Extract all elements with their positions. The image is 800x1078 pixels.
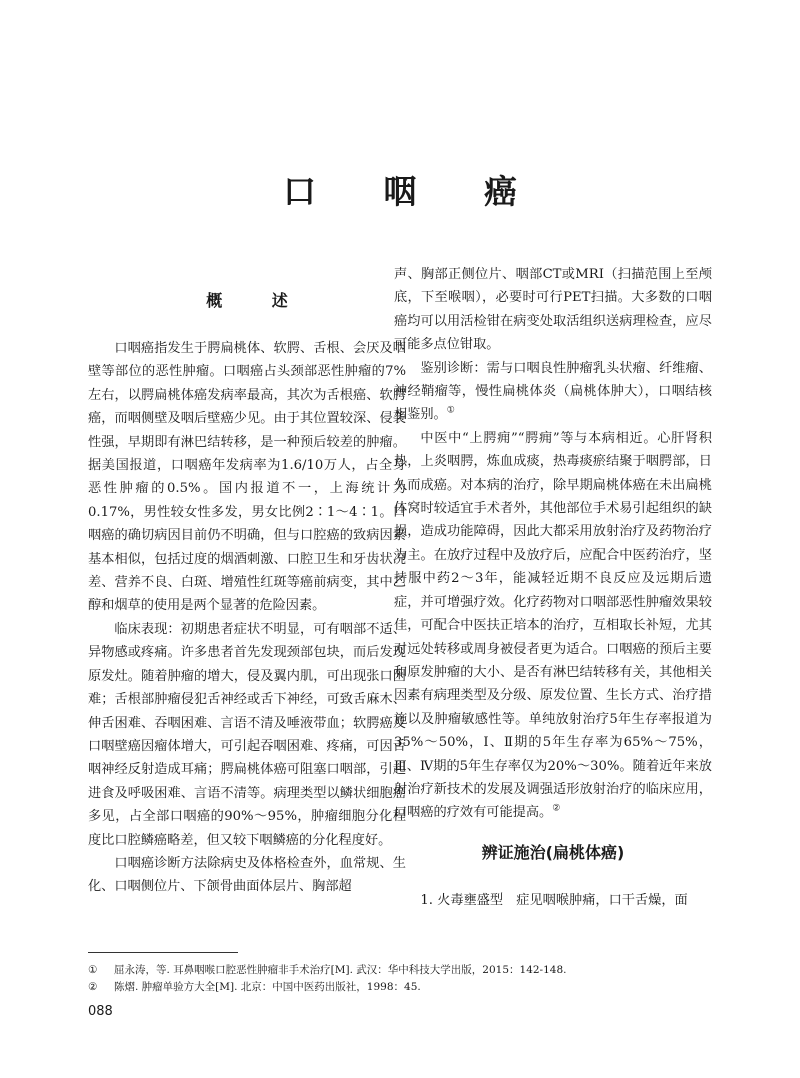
left-column — [88, 263, 406, 899]
paragraph-diagnosis: 口咽癌诊断方法除病史及体格检查外，血常规、生化、口咽侧位片、下颌骨曲面体层片、胸部超 — [88, 855, 406, 895]
paragraph-differential — [394, 357, 712, 427]
tcm-text: 中医中“上腭痈”“腭痈”等与本病相近。心肝肾积热，上炎咽腭，炼血成痰，热毒痰瘀结聚于咽腭部，日久而成癌。对本病的治疗，除早期扁桃体癌在未出扁桃体窝时较适宜手术者外，其他部位手术易引起组织的缺损，造成功能障碍，因此大都采用放射治疗及药物治疗为主。在放疗过程中及放疗后，应配合中医药治疗，坚持服中药2～3年，能减轻近期不良反应及远期后遗症，并可增强疗效。化疗药物对口咽部恶性肿瘤效果较佳，可配合中医扶正培本的治疗，互相取长补短，尤其对远处转移或周身被侵者更为适合。口咽癌的预后主要和原发肿瘤的大小、是否有淋巴结转移有关，其他相关因素有病理类型及分级、原发位置、生长方式、治疗措施以及肿瘤敏感性等。单纯放射治疗5年生存率报道为35%～50%，Ⅰ、Ⅱ期的5年生存率为65%～75%，Ⅲ、Ⅳ期的5年生存率仅为20%～30%。随着近年来放射治疗新技术的发展及调强适形放射治疗的临床应用，口咽癌的疗效有可能提高。 — [394, 430, 712, 821]
page-title: 口 咽 癌 — [283, 172, 545, 211]
footnote-ref-2[interactable]: ② — [552, 803, 561, 814]
right-column — [394, 263, 712, 912]
section-heading-syndrome: 辨证施治(扁桃体癌) — [481, 842, 625, 862]
footnote-mark: ① — [88, 964, 98, 976]
paragraph-tcm — [394, 427, 712, 825]
footnote-divider — [88, 952, 238, 953]
footnote-item — [88, 979, 708, 996]
paragraph-intro: 口咽癌指发生于腭扁桃体、软腭、舌根、会厌及咽壁等部位的恶性肿瘤。口咽癌占头颈部恶性肿瘤的7%左右，以腭扁桃体癌发病率最高，其次为舌根癌、软腭癌，而咽侧壁及咽后壁癌少见。由于其位置较深、侵袭性强，早期即有淋巴结转移，是一种预后较差的肿瘤。据美国报道，口咽癌年发病率为1.6/10万人，占全身恶性肿瘤的0.5%。国内报道不一，上海统计为0.17%，男性较女性多发，男女比例2∶1～4∶1。口咽癌的确切病因目前仍不明确，但与口腔癌的致病因素基本相似，包括过度的烟酒刺激、口腔卫生和牙齿状况差、营养不良、白斑、增殖性红斑等癌前病变，其中乙醇和烟草的使用是两个显著的危险因素。 — [88, 341, 406, 614]
paragraph-diagnosis-cont: 声、胸部正侧位片、咽部CT或MRI（扫描范围上至颅底，下至喉咽），必要时可行PET扫描。大多数的口咽癌均可以用活检钳在病变处取活组织送病理检查，应尽可能多点位钳取。 — [394, 267, 712, 353]
footnote-text: 屈永涛，等. 耳鼻咽喉口腔恶性肿瘤非手术治疗[M]. 武汉：华中科技大学出版，2015：142-148. — [114, 964, 567, 976]
paragraph-type-1: 1. 火毒壅盛型 症见咽喉肿痛，口干舌燥，面 — [420, 892, 688, 908]
page-number: 088 — [88, 1004, 113, 1019]
section-heading-overview: 概 述 — [206, 291, 310, 310]
footnote-text: 陈熠. 肿瘤单验方大全[M]. 北京：中国中医药出版社，1998：45. — [114, 981, 421, 993]
footnotes — [88, 962, 708, 996]
differential-text: 鉴别诊断：需与口咽良性肿瘤乳头状瘤、纤维瘤、神经鞘瘤等，慢性扁桃体炎（扁桃体肿大），口咽结核相鉴别。 — [394, 360, 712, 423]
paragraph-clinical: 临床表现：初期患者症状不明显，可有咽部不适、异物感或疼痛。许多患者首先发现颈部包块，而后发现原发灶。随着肿瘤的增大，侵及翼内肌，可出现张口困难；舌根部肿瘤侵犯舌神经或舌下神经，可致舌麻木、伸舌困难、吞咽困难、言语不清及唾液带血；软腭癌及口咽壁癌因瘤体增大，可引起吞咽困难、疼痛，可因舌咽神经反射造成耳痛；腭扁桃体癌可阻塞口咽部，引起进食及呼吸困难、言语不清等。病理类型以鳞状细胞癌多见，占全部口咽癌的90%～95%，肿瘤细胞分化程度比口腔鳞癌略差，但又较下咽鳞癌的分化程度好。 — [88, 621, 406, 848]
footnote-mark: ② — [88, 981, 98, 993]
footnote-ref-1[interactable]: ① — [446, 406, 455, 417]
footnote-item — [88, 962, 708, 979]
